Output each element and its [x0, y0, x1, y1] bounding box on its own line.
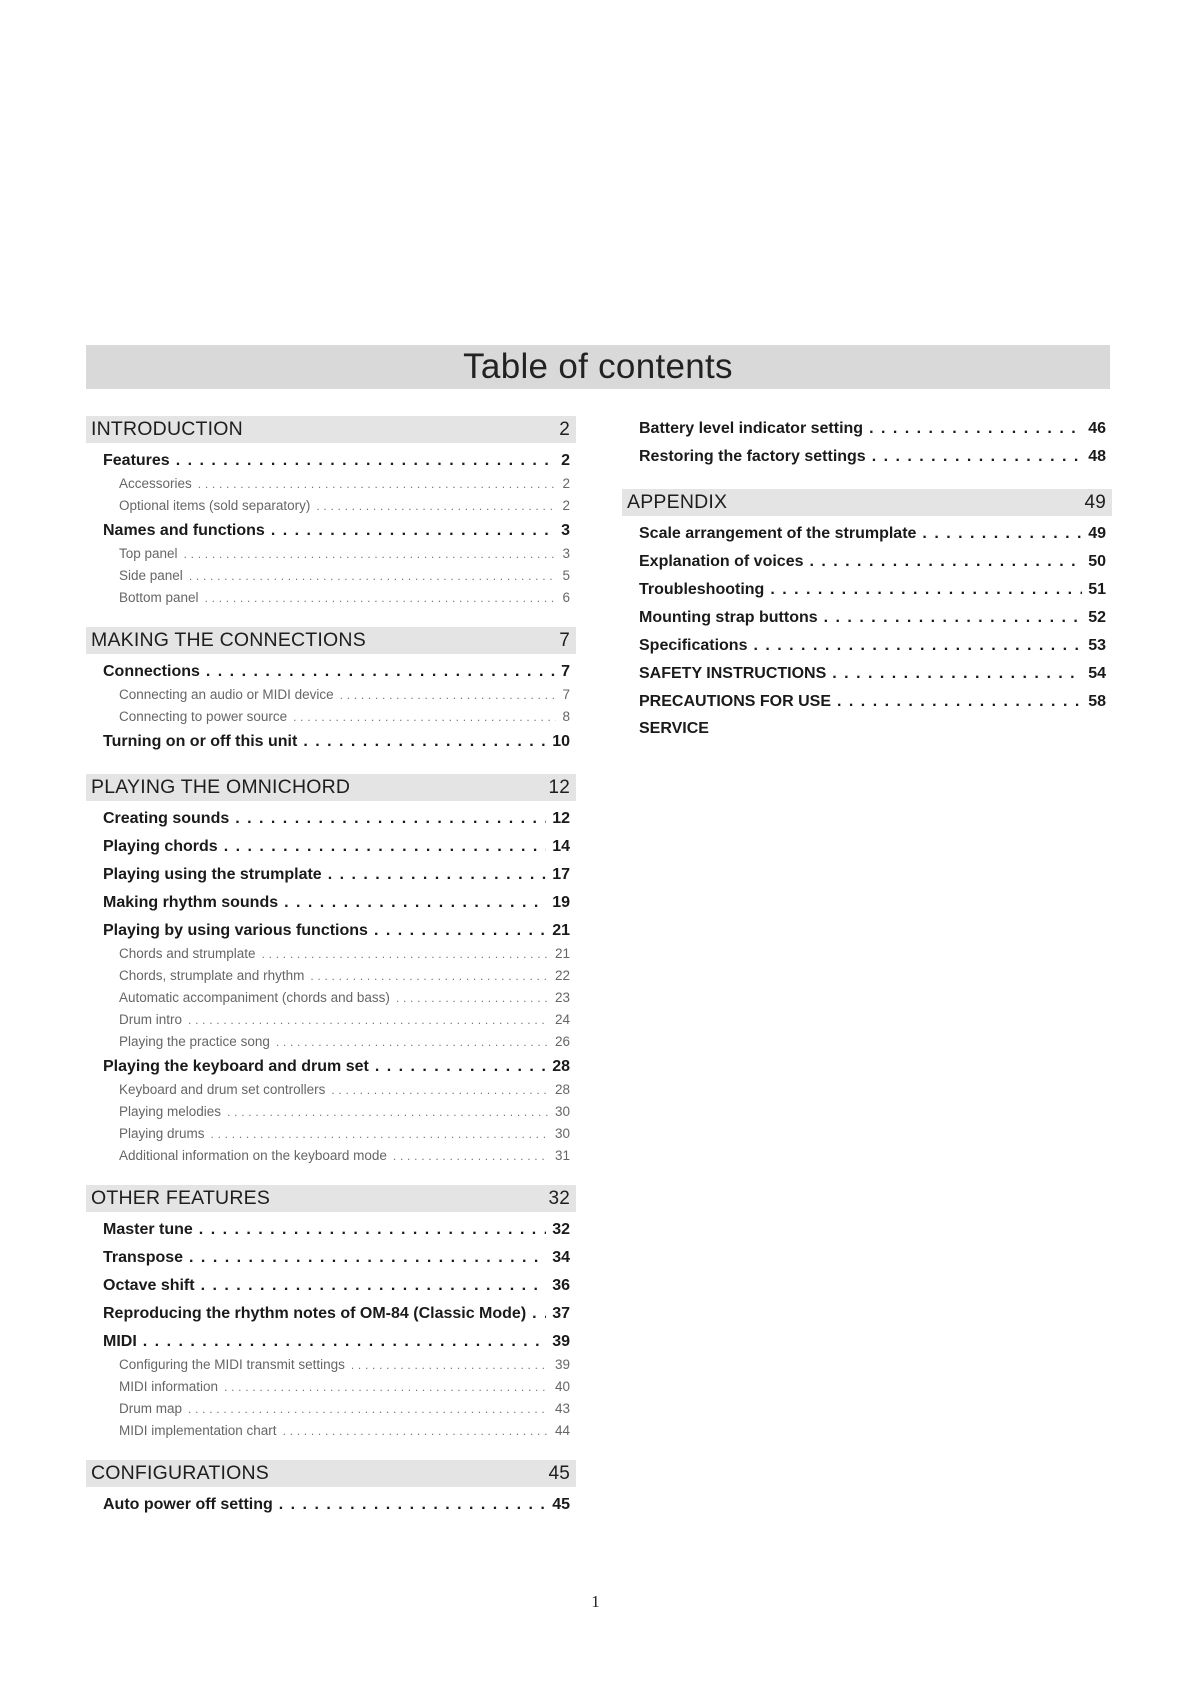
toc-entry-title: Playing by using various functions — [103, 922, 368, 939]
page-number: 1 — [591, 1592, 600, 1611]
toc-entry-title: Restoring the factory settings — [639, 448, 866, 465]
dot-leader — [340, 684, 557, 706]
toc-entry[interactable] — [622, 415, 1112, 443]
toc-subentry[interactable] — [86, 1031, 576, 1053]
toc-entry[interactable] — [86, 1244, 576, 1272]
dot-leader — [328, 861, 547, 889]
toc-entry-title: Playing chords — [103, 838, 218, 855]
toc-entry-title: Accessories — [119, 476, 192, 491]
dot-leader — [837, 688, 1082, 716]
toc-entry[interactable] — [86, 1491, 576, 1519]
toc-subentry[interactable] — [86, 1354, 576, 1376]
section-heading-page: 12 — [548, 776, 570, 798]
toc-entry[interactable] — [86, 861, 576, 889]
toc-entry-list — [86, 805, 576, 1167]
section-heading-title: PLAYING THE OMNICHORD — [91, 776, 351, 798]
toc-entry-title: SAFETY INSTRUCTIONS — [639, 665, 827, 682]
toc-title-bar — [86, 345, 1110, 389]
toc-entry-page: 51 — [1088, 581, 1106, 598]
toc-entry[interactable] — [86, 833, 576, 861]
dot-leader — [872, 443, 1083, 471]
toc-subentry[interactable] — [86, 965, 576, 987]
toc-entry-title: Configuring the MIDI transmit settings — [119, 1357, 345, 1372]
dot-leader — [869, 415, 1082, 443]
dot-leader — [188, 1398, 549, 1420]
toc-entry[interactable] — [86, 447, 576, 475]
toc-entry-page: 58 — [1088, 693, 1106, 710]
toc-entry-title: Additional information on the keyboard mode — [119, 1148, 387, 1163]
toc-subentry[interactable] — [86, 1398, 576, 1420]
dot-leader — [143, 1328, 546, 1356]
toc-entry-title: Reproducing the rhythm notes of OM-84 (Classic Mode) — [103, 1305, 527, 1322]
dot-leader — [293, 706, 556, 728]
toc-entry[interactable] — [622, 520, 1112, 548]
toc-entry-title: Auto power off setting — [103, 1496, 273, 1513]
toc-entry-page: 7 — [561, 663, 570, 680]
toc-entry-list — [622, 520, 1112, 742]
toc-entry-title: Automatic accompaniment (chords and bass) — [119, 990, 390, 1005]
toc-entry-page: 28 — [552, 1058, 570, 1075]
toc-entry-page: 3 — [562, 546, 570, 561]
toc-entry-title: Drum intro — [119, 1012, 183, 1027]
dot-leader — [770, 576, 1082, 604]
toc-section — [86, 627, 576, 756]
toc-entry[interactable] — [86, 1328, 576, 1356]
dot-leader — [224, 1376, 549, 1398]
toc-section — [86, 1185, 576, 1442]
toc-subentry[interactable] — [86, 706, 576, 728]
toc-entry-page: 17 — [552, 866, 570, 883]
dot-leader — [809, 548, 1082, 576]
toc-entry-title: Transpose — [103, 1249, 184, 1266]
toc-section — [86, 416, 576, 609]
toc-entry-title: SERVICE — [639, 720, 709, 737]
toc-entry-title: Features — [103, 452, 170, 469]
toc-subentry[interactable] — [86, 473, 576, 495]
toc-entry[interactable] — [86, 1053, 576, 1081]
dot-leader — [396, 987, 549, 1009]
toc-entry-page: 21 — [554, 946, 570, 961]
section-heading-page: 7 — [559, 629, 570, 651]
dot-leader — [262, 943, 549, 965]
toc-subentry[interactable] — [86, 1009, 576, 1031]
toc-entry-page: 44 — [554, 1423, 570, 1438]
toc-entry-title: Chords, strumplate and rhythm — [119, 968, 305, 983]
toc-entry-title: Mounting strap buttons — [639, 609, 818, 626]
toc-entry-page: 28 — [554, 1082, 570, 1097]
toc-entry-page: 2 — [561, 452, 570, 469]
toc-entry-title: Connecting to power source — [119, 709, 288, 724]
toc-entry-page: 32 — [552, 1221, 570, 1238]
toc-entry-page: 2 — [562, 498, 570, 513]
toc-entry-title: Bottom panel — [119, 590, 199, 605]
toc-entry-title: MIDI implementation chart — [119, 1423, 277, 1438]
toc-entry[interactable] — [86, 728, 576, 756]
toc-entry-page: 36 — [552, 1277, 570, 1294]
toc-entry[interactable] — [86, 1300, 576, 1328]
toc-entry-page: 48 — [1088, 448, 1106, 465]
dot-leader — [374, 917, 546, 945]
toc-section-heading[interactable] — [86, 416, 576, 443]
toc-entry-title: Battery level indicator setting — [639, 420, 864, 437]
toc-section-heading[interactable] — [86, 1185, 576, 1212]
toc-entry-title: Playing drums — [119, 1126, 205, 1141]
toc-subentry[interactable] — [86, 684, 576, 706]
toc-entry-page: 24 — [554, 1012, 570, 1027]
section-heading-page: 45 — [548, 1462, 570, 1484]
dot-leader — [198, 473, 557, 495]
toc-entry-page: 8 — [562, 709, 570, 724]
toc-entry-page: 46 — [1088, 420, 1106, 437]
dot-leader — [375, 1053, 546, 1081]
dot-leader — [205, 587, 557, 609]
toc-entry-page: 43 — [554, 1401, 570, 1416]
toc-section — [86, 1460, 576, 1519]
dot-leader — [532, 1300, 546, 1328]
toc-subentry[interactable] — [86, 1123, 576, 1145]
dot-leader — [206, 658, 555, 686]
toc-entry-title: Optional items (sold separatory) — [119, 498, 311, 513]
toc-entry[interactable] — [86, 658, 576, 686]
toc-entry-page: 34 — [552, 1249, 570, 1266]
toc-entry-title: PRECAUTIONS FOR USE — [639, 693, 832, 710]
toc-entry-page: 26 — [554, 1034, 570, 1049]
toc-entry-page: 54 — [1088, 665, 1106, 682]
toc-entry-title: Playing the keyboard and drum set — [103, 1058, 369, 1075]
toc-entry-title: Keyboard and drum set controllers — [119, 1082, 326, 1097]
dot-leader — [279, 1491, 546, 1519]
toc-entry-title: Playing the practice song — [119, 1034, 270, 1049]
toc-entry-page: 7 — [562, 687, 570, 702]
dot-leader — [922, 520, 1082, 548]
toc-subentry[interactable] — [86, 565, 576, 587]
toc-section — [622, 489, 1112, 742]
toc-subentry[interactable] — [86, 1145, 576, 1167]
toc-entry-title: Top panel — [119, 546, 178, 561]
toc-section-heading[interactable] — [86, 774, 576, 801]
toc-subentry[interactable] — [86, 1376, 576, 1398]
section-heading-title: APPENDIX — [627, 491, 728, 513]
toc-entry-page: 53 — [1088, 637, 1106, 654]
section-heading-title: CONFIGURATIONS — [91, 1462, 269, 1484]
toc-entry[interactable] — [622, 576, 1112, 604]
toc-entry[interactable] — [622, 548, 1112, 576]
toc-subentry[interactable] — [86, 1420, 576, 1442]
section-heading-page: 49 — [1084, 491, 1106, 513]
dot-leader — [351, 1354, 549, 1376]
dot-leader — [188, 1009, 549, 1031]
dot-leader — [201, 1272, 547, 1300]
toc-entry-page: 39 — [554, 1357, 570, 1372]
toc-entry-title: MIDI information — [119, 1379, 219, 1394]
toc-entry-page: 22 — [554, 968, 570, 983]
toc-entry-title: Octave shift — [103, 1277, 195, 1294]
dot-leader — [832, 660, 1082, 688]
toc-entry-page: 2 — [562, 476, 570, 491]
toc-subentry[interactable] — [86, 543, 576, 565]
toc-entry-title: Creating sounds — [103, 810, 230, 827]
toc-entry-page: 40 — [554, 1379, 570, 1394]
toc-entry-page: 14 — [552, 838, 570, 855]
toc-entry-page: 19 — [552, 894, 570, 911]
toc-entry-page: 37 — [552, 1305, 570, 1322]
dot-leader — [753, 632, 1082, 660]
dot-leader — [824, 604, 1083, 632]
toc-entry-title: Names and functions — [103, 522, 265, 539]
toc-entry-title: Connections — [103, 663, 200, 680]
section-heading-title: INTRODUCTION — [91, 418, 243, 440]
toc-subentry[interactable] — [86, 1101, 576, 1123]
toc-entry-page: 50 — [1088, 553, 1106, 570]
toc-entry-title: Troubleshooting — [639, 581, 765, 598]
dot-leader — [310, 965, 549, 987]
toc-entry-title: Playing melodies — [119, 1104, 222, 1119]
dot-leader — [276, 1031, 549, 1053]
toc-entry[interactable] — [86, 1216, 576, 1244]
toc-entry[interactable] — [622, 688, 1112, 716]
toc-subentry[interactable] — [86, 1079, 576, 1101]
section-heading-page: 2 — [559, 418, 570, 440]
toc-entry-page: 23 — [554, 990, 570, 1005]
toc-entry-page: 10 — [552, 733, 570, 750]
toc-right-column — [622, 415, 1112, 742]
toc-entry-title: Turning on or off this unit — [103, 733, 298, 750]
toc-entry[interactable] — [622, 660, 1112, 688]
toc-entry-page: 30 — [554, 1126, 570, 1141]
toc-entry-title: Scale arrangement of the strumplate — [639, 525, 917, 542]
toc-entry-title: Connecting an audio or MIDI device — [119, 687, 334, 702]
toc-subentry[interactable] — [86, 495, 576, 517]
toc-entry-page: 52 — [1088, 609, 1106, 626]
toc-entry-page: 39 — [552, 1333, 570, 1350]
toc-entry-title: Chords and strumplate — [119, 946, 256, 961]
toc-entry-page: 31 — [554, 1148, 570, 1163]
toc-entry[interactable] — [86, 805, 576, 833]
toc-entry-list — [86, 1216, 576, 1442]
page-title: Table of contents — [463, 347, 733, 386]
dot-leader — [199, 1216, 546, 1244]
section-heading-title: MAKING THE CONNECTIONS — [91, 629, 366, 651]
dot-leader — [284, 889, 546, 917]
toc-entry-page: 21 — [552, 922, 570, 939]
toc-entry-title: Making rhythm sounds — [103, 894, 279, 911]
toc-continued-entries — [622, 415, 1112, 471]
toc-entry[interactable] — [622, 632, 1112, 660]
dot-leader — [189, 565, 557, 587]
toc-entry-title: Drum map — [119, 1401, 183, 1416]
toc-entry-page: 3 — [561, 522, 570, 539]
toc-entry[interactable] — [86, 889, 576, 917]
toc-section-heading[interactable] — [86, 627, 576, 654]
toc-section-heading[interactable] — [86, 1460, 576, 1487]
toc-entry[interactable] — [622, 604, 1112, 632]
section-heading-title: OTHER FEATURES — [91, 1187, 271, 1209]
section-heading-page: 32 — [548, 1187, 570, 1209]
dot-leader — [393, 1145, 549, 1167]
toc-subentry[interactable] — [86, 587, 576, 609]
dot-leader — [331, 1079, 549, 1101]
dot-leader — [303, 728, 546, 756]
dot-leader — [316, 495, 556, 517]
toc-entry-title: Side panel — [119, 568, 183, 583]
toc-entry[interactable] — [86, 517, 576, 545]
toc-section — [86, 774, 576, 1167]
toc-subentry[interactable] — [86, 987, 576, 1009]
dot-leader — [283, 1420, 549, 1442]
toc-entry-title: MIDI — [103, 1333, 137, 1350]
dot-leader — [176, 447, 555, 475]
dot-leader — [184, 543, 557, 565]
toc-entry-page: 30 — [554, 1104, 570, 1119]
toc-entry[interactable] — [622, 716, 1112, 742]
toc-entry-page: 5 — [562, 568, 570, 583]
toc-entry-title: Master tune — [103, 1221, 193, 1238]
toc-entry-page: 12 — [552, 810, 570, 827]
toc-entry-list — [86, 1491, 576, 1519]
toc-entry-page: 49 — [1088, 525, 1106, 542]
toc-section-heading[interactable] — [622, 489, 1112, 516]
toc-left-column — [86, 416, 576, 1519]
dot-leader — [271, 517, 555, 545]
toc-subentry[interactable] — [86, 943, 576, 965]
toc-entry[interactable] — [86, 1272, 576, 1300]
toc-entry[interactable] — [622, 443, 1112, 471]
dot-leader — [227, 1101, 549, 1123]
dot-leader — [235, 805, 546, 833]
toc-entry-title: Playing using the strumplate — [103, 866, 322, 883]
toc-entry-title: Explanation of voices — [639, 553, 804, 570]
dot-leader — [189, 1244, 546, 1272]
toc-entry-title: Specifications — [639, 637, 748, 654]
dot-leader — [224, 833, 547, 861]
toc-entry[interactable] — [86, 917, 576, 945]
toc-entry-page: 6 — [562, 590, 570, 605]
toc-entry-list — [86, 447, 576, 609]
toc-entry-page: 45 — [552, 1496, 570, 1513]
dot-leader — [211, 1123, 549, 1145]
toc-entry-list — [86, 658, 576, 756]
